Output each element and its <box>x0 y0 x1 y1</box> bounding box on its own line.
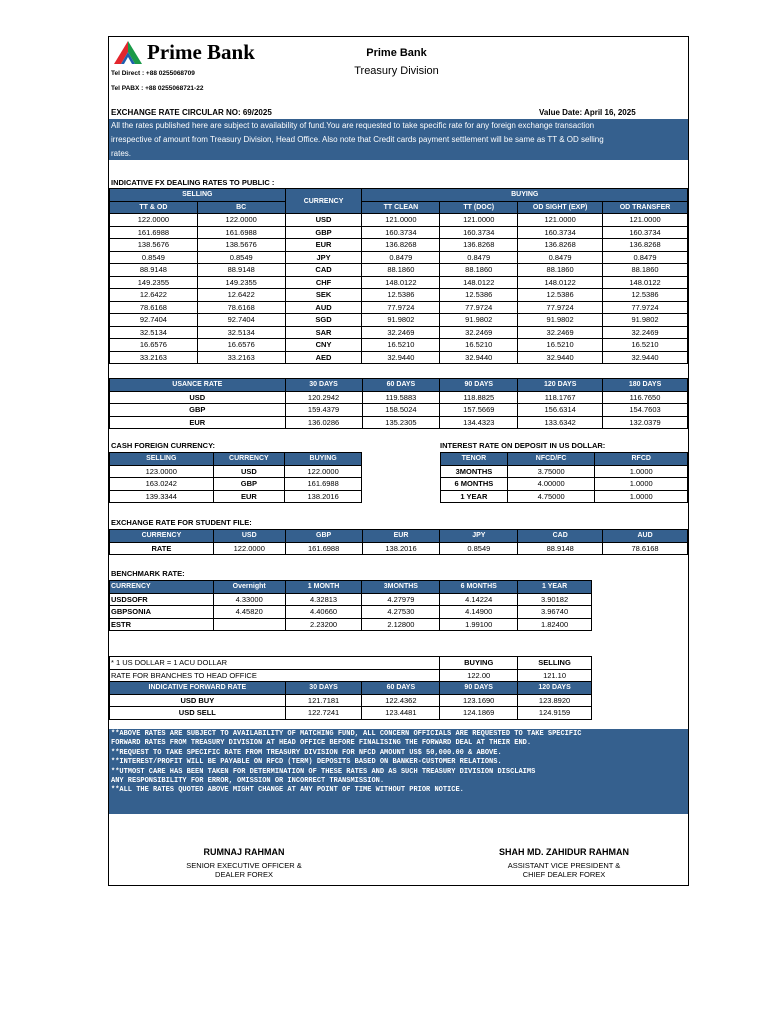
student-rate-table <box>109 529 688 555</box>
table-row <box>110 226 688 239</box>
table-cell: 88.1860 <box>518 264 603 277</box>
table-cell: 32.5134 <box>197 326 285 339</box>
column-header: INDICATIVE FORWARD RATE <box>110 682 286 695</box>
acu-note: * 1 US DOLLAR = 1 ACU DOLLAR <box>110 657 440 670</box>
table-cell: CAD <box>285 264 362 277</box>
fx-section-title: INDICATIVE FX DEALING RATES TO PUBLIC : <box>111 178 275 187</box>
table-cell: 32.9440 <box>440 351 518 364</box>
table-cell: 136.0286 <box>285 416 362 429</box>
value-date: Value Date: April 16, 2025 <box>539 108 636 117</box>
deposit-rows <box>441 465 688 503</box>
table-cell: 77.9724 <box>603 301 688 314</box>
table-cell: 133.6342 <box>518 416 603 429</box>
table-cell: GBP <box>213 478 285 491</box>
branch-selling-rate: 121.10 <box>518 669 592 682</box>
note-line: **UTMOST CARE HAS BEEN TAKEN FOR DETERMINATION OF THESE RATES AND AS SUCH TREASURY DIVISION DISCLAIMS <box>111 767 536 776</box>
selling-header: SELLING <box>110 189 286 202</box>
table-cell: 4.45820 <box>213 606 285 619</box>
table-cell: 88.9148 <box>518 542 603 555</box>
table-cell: 3.90182 <box>518 593 592 606</box>
table-cell: 4.27530 <box>362 606 440 619</box>
table-cell: 12.5386 <box>603 289 688 302</box>
note-line: **REQUEST TO TAKE SPECIFIC RATE FROM TREASURY DIVISION FOR NFCD AMOUNT US$ 50,000.00 & ABOVE. <box>111 748 502 757</box>
table-cell: 88.1860 <box>440 264 518 277</box>
table-cell: 12.5386 <box>440 289 518 302</box>
column-header: CURRENCY <box>213 453 285 466</box>
table-cell: 122.0000 <box>197 214 285 227</box>
table-cell: 138.5676 <box>197 239 285 252</box>
table-cell: 138.2016 <box>285 490 362 503</box>
fx-rates-table <box>109 188 688 364</box>
deposit-section-title: INTEREST RATE ON DEPOSIT IN US DOLLAR: <box>440 441 606 450</box>
table-cell: 135.2305 <box>362 416 440 429</box>
table-cell: 123.4481 <box>362 707 440 720</box>
table-row <box>110 214 688 227</box>
column-header: 60 DAYS <box>362 682 440 695</box>
table-row <box>110 391 688 404</box>
circular-number: EXCHANGE RATE CIRCULAR NO: 69/2025 <box>111 108 272 117</box>
column-header: GBP <box>285 530 362 543</box>
table-cell: 88.9148 <box>110 264 198 277</box>
table-cell: 1 YEAR <box>441 490 508 503</box>
table-cell: 159.4379 <box>285 404 362 417</box>
table-row <box>110 264 688 277</box>
column-header: CAD <box>518 530 603 543</box>
table-cell: USD SELL <box>110 707 286 720</box>
table-row <box>110 351 688 364</box>
table-cell: 32.9440 <box>603 351 688 364</box>
table-cell: 121.0000 <box>603 214 688 227</box>
table-cell: 132.0379 <box>603 416 688 429</box>
table-cell: 32.2469 <box>603 326 688 339</box>
note-line: FORWARD RATES FROM TREASURY DIVISION AT HEAD OFFICE BEFORE FINALISING THE FORWARD DEAL AT THEIR END. <box>111 739 532 748</box>
table-cell: 139.3344 <box>110 490 214 503</box>
table-cell: 6 MONTHS <box>441 478 508 491</box>
table-cell: 156.6314 <box>518 404 603 417</box>
column-header: 120 DAYS <box>518 379 603 392</box>
signatory-title: DEALER FOREX <box>215 870 273 879</box>
notice-banner <box>109 119 688 160</box>
division-title: Treasury Division <box>354 65 439 77</box>
table-row <box>110 339 688 352</box>
table-cell: 91.9802 <box>362 314 440 327</box>
table-cell: 136.8268 <box>362 239 440 252</box>
table-cell: 158.5024 <box>362 404 440 417</box>
table-row <box>110 276 688 289</box>
table-cell: 88.1860 <box>603 264 688 277</box>
table-cell: 32.2469 <box>362 326 440 339</box>
column-header: 1 YEAR <box>518 581 592 594</box>
table-cell: 4.40660 <box>285 606 362 619</box>
table-cell: 32.2469 <box>518 326 603 339</box>
forward-rows <box>110 694 592 719</box>
table-row <box>110 606 592 619</box>
table-cell: ESTR <box>110 618 214 631</box>
table-cell: 33.2163 <box>110 351 198 364</box>
table-cell: 2.12800 <box>362 618 440 631</box>
table-cell: 1.99100 <box>440 618 518 631</box>
table-row <box>441 465 688 478</box>
column-header: AUD <box>603 530 688 543</box>
table-cell: 4.32813 <box>285 593 362 606</box>
signatory-title: ASSISTANT VICE PRESIDENT & <box>507 861 621 870</box>
disclaimer-notes <box>109 729 688 814</box>
column-header: TT CLEAN <box>362 201 440 214</box>
note-line: ANY RESPONSIBILITY FOR ERROR, OMISSION OR INCORRECT TRANSMISSION. <box>111 777 385 786</box>
brand-name: Prime Bank <box>147 40 255 64</box>
bank-title: Prime Bank <box>366 47 427 59</box>
table-cell: 121.0000 <box>362 214 440 227</box>
table-cell: 138.2016 <box>362 542 440 555</box>
table-cell: 78.6168 <box>110 301 198 314</box>
table-cell: 136.8268 <box>440 239 518 252</box>
column-header: RFCD <box>595 453 688 466</box>
column-header: SELLING <box>110 453 214 466</box>
table-cell: 122.7241 <box>285 707 362 720</box>
table-cell: 120.2942 <box>285 391 362 404</box>
table-cell: 32.2469 <box>440 326 518 339</box>
cash-currency-table <box>109 452 362 503</box>
table-cell: 4.33000 <box>213 593 285 606</box>
column-header: 90 DAYS <box>440 682 518 695</box>
column-header: TT & OD <box>110 201 198 214</box>
table-cell: 16.5210 <box>440 339 518 352</box>
table-row <box>441 490 688 503</box>
table-row <box>110 490 362 503</box>
table-cell: 32.5134 <box>110 326 198 339</box>
note-line: **ALL THE RATES QUOTED ABOVE MIGHT CHANGE AT ANY POINT OF TIME WITHOUT PRIOR NOTICE. <box>111 786 464 795</box>
table-cell: 149.2355 <box>197 276 285 289</box>
table-cell: 33.2163 <box>197 351 285 364</box>
table-cell: 4.75000 <box>507 490 595 503</box>
signatory-title: CHIEF DEALER FOREX <box>522 870 606 879</box>
table-cell: 123.0000 <box>110 465 214 478</box>
fx-rows <box>110 214 688 364</box>
table-cell: 124.9159 <box>518 707 592 720</box>
table-cell: 0.8479 <box>440 251 518 264</box>
table-cell: 123.8920 <box>518 694 592 707</box>
table-cell: 123.1690 <box>440 694 518 707</box>
table-cell: 161.6988 <box>110 226 198 239</box>
table-row <box>110 301 688 314</box>
table-cell: 163.0242 <box>110 478 214 491</box>
table-row <box>110 314 688 327</box>
table-cell: 121.7181 <box>285 694 362 707</box>
table-cell: 148.0122 <box>440 276 518 289</box>
table-cell: 91.9802 <box>518 314 603 327</box>
cash-rows <box>110 465 362 503</box>
table-cell: GBP <box>285 226 362 239</box>
table-cell: 124.1869 <box>440 707 518 720</box>
table-cell: 16.6576 <box>110 339 198 352</box>
table-cell: 160.3734 <box>440 226 518 239</box>
notice-line: irrespective of amount from Treasury Division, Head Office. Also note that Credit cards payment settlement will be same as TT & OD selling <box>111 135 604 144</box>
table-cell: 138.5676 <box>110 239 198 252</box>
table-cell: EUR <box>110 416 286 429</box>
currency-header: CURRENCY <box>285 189 362 214</box>
table-cell: USD <box>110 391 286 404</box>
table-row <box>110 251 688 264</box>
table-cell: USDSOFR <box>110 593 214 606</box>
table-cell: 78.6168 <box>197 301 285 314</box>
column-header: BC <box>197 201 285 214</box>
branch-rate-label: RATE FOR BRANCHES TO HEAD OFFICE <box>110 669 440 682</box>
table-row <box>110 326 688 339</box>
table-row <box>110 239 688 252</box>
column-header: 30 DAYS <box>285 682 362 695</box>
table-cell: AUD <box>285 301 362 314</box>
table-cell: 32.9440 <box>362 351 440 364</box>
table-cell: 3.96740 <box>518 606 592 619</box>
prime-bank-logo-icon <box>113 40 143 66</box>
table-cell: 121.0000 <box>440 214 518 227</box>
table-cell: GBP <box>110 404 286 417</box>
table-cell: 16.6576 <box>197 339 285 352</box>
table-cell: 4.14224 <box>440 593 518 606</box>
table-cell: 122.0000 <box>285 465 362 478</box>
table-row <box>110 289 688 302</box>
benchmark-rows <box>110 593 592 631</box>
column-header: 1 MONTH <box>285 581 362 594</box>
signatory-title: SENIOR EXECUTIVE OFFICER & <box>186 861 302 870</box>
table-cell: 161.6988 <box>285 478 362 491</box>
column-header: TT (DOC) <box>440 201 518 214</box>
table-cell: 16.5210 <box>603 339 688 352</box>
table-cell: 1.0000 <box>595 465 688 478</box>
usance-rate-table <box>109 378 688 429</box>
forward-rate-table <box>109 656 592 720</box>
column-header: 90 DAYS <box>440 379 518 392</box>
table-cell: 12.5386 <box>362 289 440 302</box>
table-cell: 0.8479 <box>362 251 440 264</box>
table-cell: 4.00000 <box>507 478 595 491</box>
notice-line: rates. <box>111 149 132 158</box>
table-row <box>110 465 362 478</box>
table-cell: 1.0000 <box>595 478 688 491</box>
column-header: TENOR <box>441 453 508 466</box>
table-cell: 12.6422 <box>110 289 198 302</box>
table-cell: 91.9802 <box>440 314 518 327</box>
table-cell: 116.7650 <box>603 391 688 404</box>
table-cell: 121.0000 <box>518 214 603 227</box>
table-cell: JPY <box>285 251 362 264</box>
table-cell: 88.9148 <box>197 264 285 277</box>
table-cell: 32.9440 <box>518 351 603 364</box>
table-cell: GBPSONIA <box>110 606 214 619</box>
table-cell: 16.5210 <box>362 339 440 352</box>
table-row <box>110 542 688 555</box>
table-cell: 148.0122 <box>518 276 603 289</box>
table-cell: 4.27979 <box>362 593 440 606</box>
column-header: 30 DAYS <box>285 379 362 392</box>
table-cell: CNY <box>285 339 362 352</box>
column-header: BUYING <box>285 453 362 466</box>
table-cell: EUR <box>285 239 362 252</box>
table-cell: 0.8549 <box>197 251 285 264</box>
table-cell: 118.8825 <box>440 391 518 404</box>
tel-pabx: Tel PABX : +88 0255068721-22 <box>111 85 204 92</box>
table-cell: 154.7603 <box>603 404 688 417</box>
table-cell: 0.8479 <box>603 251 688 264</box>
table-cell: 3.75000 <box>507 465 595 478</box>
signatory-name: RUMNAJ RAHMAN <box>203 847 285 857</box>
branch-buying-rate: 122.00 <box>440 669 518 682</box>
usance-rows <box>110 391 688 429</box>
table-cell: 78.6168 <box>603 542 688 555</box>
table-cell: 91.9802 <box>603 314 688 327</box>
table-cell: SEK <box>285 289 362 302</box>
column-header: CURRENCY <box>110 581 214 594</box>
table-cell: 12.6422 <box>197 289 285 302</box>
column-header: 3MONTHS <box>362 581 440 594</box>
table-cell: 4.14900 <box>440 606 518 619</box>
column-header: USANCE RATE <box>110 379 286 392</box>
table-cell: 122.0000 <box>213 542 285 555</box>
table-cell: 136.8268 <box>518 239 603 252</box>
table-cell: 161.6988 <box>285 542 362 555</box>
table-cell: 3MONTHS <box>441 465 508 478</box>
table-cell: 118.1767 <box>518 391 603 404</box>
column-header: 120 DAYS <box>518 682 592 695</box>
table-row <box>441 478 688 491</box>
table-cell: SAR <box>285 326 362 339</box>
table-row <box>110 416 688 429</box>
table-cell: 119.5883 <box>362 391 440 404</box>
table-cell: 0.8479 <box>518 251 603 264</box>
table-cell: USD <box>285 214 362 227</box>
column-header: 60 DAYS <box>362 379 440 392</box>
column-header: 180 DAYS <box>603 379 688 392</box>
notice-line: All the rates published here are subject to availability of fund.You are requested to take specific rate for any foreign exchange transaction <box>111 121 595 130</box>
table-cell: 77.9724 <box>518 301 603 314</box>
column-header: CURRENCY <box>110 530 214 543</box>
column-header: Overnight <box>213 581 285 594</box>
table-cell: 136.8268 <box>603 239 688 252</box>
benchmark-rate-table <box>109 580 592 631</box>
table-cell: CHF <box>285 276 362 289</box>
column-header: NFCD/FC <box>507 453 595 466</box>
table-cell: 160.3734 <box>603 226 688 239</box>
table-cell <box>213 618 285 631</box>
column-header: USD <box>213 530 285 543</box>
table-cell: 1.0000 <box>595 490 688 503</box>
table-cell: 122.4362 <box>362 694 440 707</box>
table-cell: 148.0122 <box>603 276 688 289</box>
table-cell: 2.23200 <box>285 618 362 631</box>
table-cell: 157.5669 <box>440 404 518 417</box>
table-cell: 160.3734 <box>518 226 603 239</box>
deposit-interest-table <box>440 452 688 503</box>
table-cell: USD <box>213 465 285 478</box>
buying-header: BUYING <box>362 189 688 202</box>
column-header: OD TRANSFER <box>603 201 688 214</box>
note-line: **INTEREST/PROFIT WILL BE PAYABLE ON RFCD (TERM) DEPOSITS BASED ON BANKER-CUSTOMER RELATIONS. <box>111 758 502 767</box>
table-cell: RATE <box>110 542 214 555</box>
table-cell: 88.1860 <box>362 264 440 277</box>
cash-section-title: CASH FOREIGN CURRENCY: <box>111 441 216 450</box>
table-cell: 16.5210 <box>518 339 603 352</box>
table-cell: EUR <box>213 490 285 503</box>
table-cell: 160.3734 <box>362 226 440 239</box>
table-cell: SGD <box>285 314 362 327</box>
table-row <box>110 404 688 417</box>
signatory-name: SHAH MD. ZAHIDUR RAHMAN <box>499 847 629 857</box>
table-row <box>110 593 592 606</box>
table-cell: 77.9724 <box>440 301 518 314</box>
note-line: **ABOVE RATES ARE SUBJECT TO AVAILABILITY OF MATCHING FUND, ALL CONCERN OFFICIALS ARE REQUESTED TO TAKE SPECIFIC <box>111 730 582 738</box>
column-header: 6 MONTHS <box>440 581 518 594</box>
right-signature <box>464 847 664 879</box>
left-signature <box>149 847 339 879</box>
table-cell: 92.7404 <box>197 314 285 327</box>
table-cell: 161.6988 <box>197 226 285 239</box>
table-cell: AED <box>285 351 362 364</box>
table-cell: 1.82400 <box>518 618 592 631</box>
table-row <box>110 707 592 720</box>
table-row <box>110 618 592 631</box>
buying-label: BUYING <box>440 657 518 670</box>
table-cell: 148.0122 <box>362 276 440 289</box>
column-header: JPY <box>440 530 518 543</box>
benchmark-section-title: BENCHMARK RATE: <box>111 569 185 578</box>
student-section-title: EXCHANGE RATE FOR STUDENT FILE: <box>111 518 252 527</box>
column-header: EUR <box>362 530 440 543</box>
tel-direct: Tel Direct : +88 0255068709 <box>111 70 195 77</box>
table-cell: 0.8549 <box>440 542 518 555</box>
table-cell: 77.9724 <box>362 301 440 314</box>
table-cell: 0.8549 <box>110 251 198 264</box>
table-row <box>110 478 362 491</box>
table-cell: 12.5386 <box>518 289 603 302</box>
column-header: OD SIGHT (EXP) <box>518 201 603 214</box>
table-cell: 134.4323 <box>440 416 518 429</box>
table-row <box>110 694 592 707</box>
table-cell: USD BUY <box>110 694 286 707</box>
rate-circular-page <box>108 36 689 886</box>
table-cell: 92.7404 <box>110 314 198 327</box>
table-cell: 149.2355 <box>110 276 198 289</box>
table-cell: 122.0000 <box>110 214 198 227</box>
selling-label: SELLING <box>518 657 592 670</box>
